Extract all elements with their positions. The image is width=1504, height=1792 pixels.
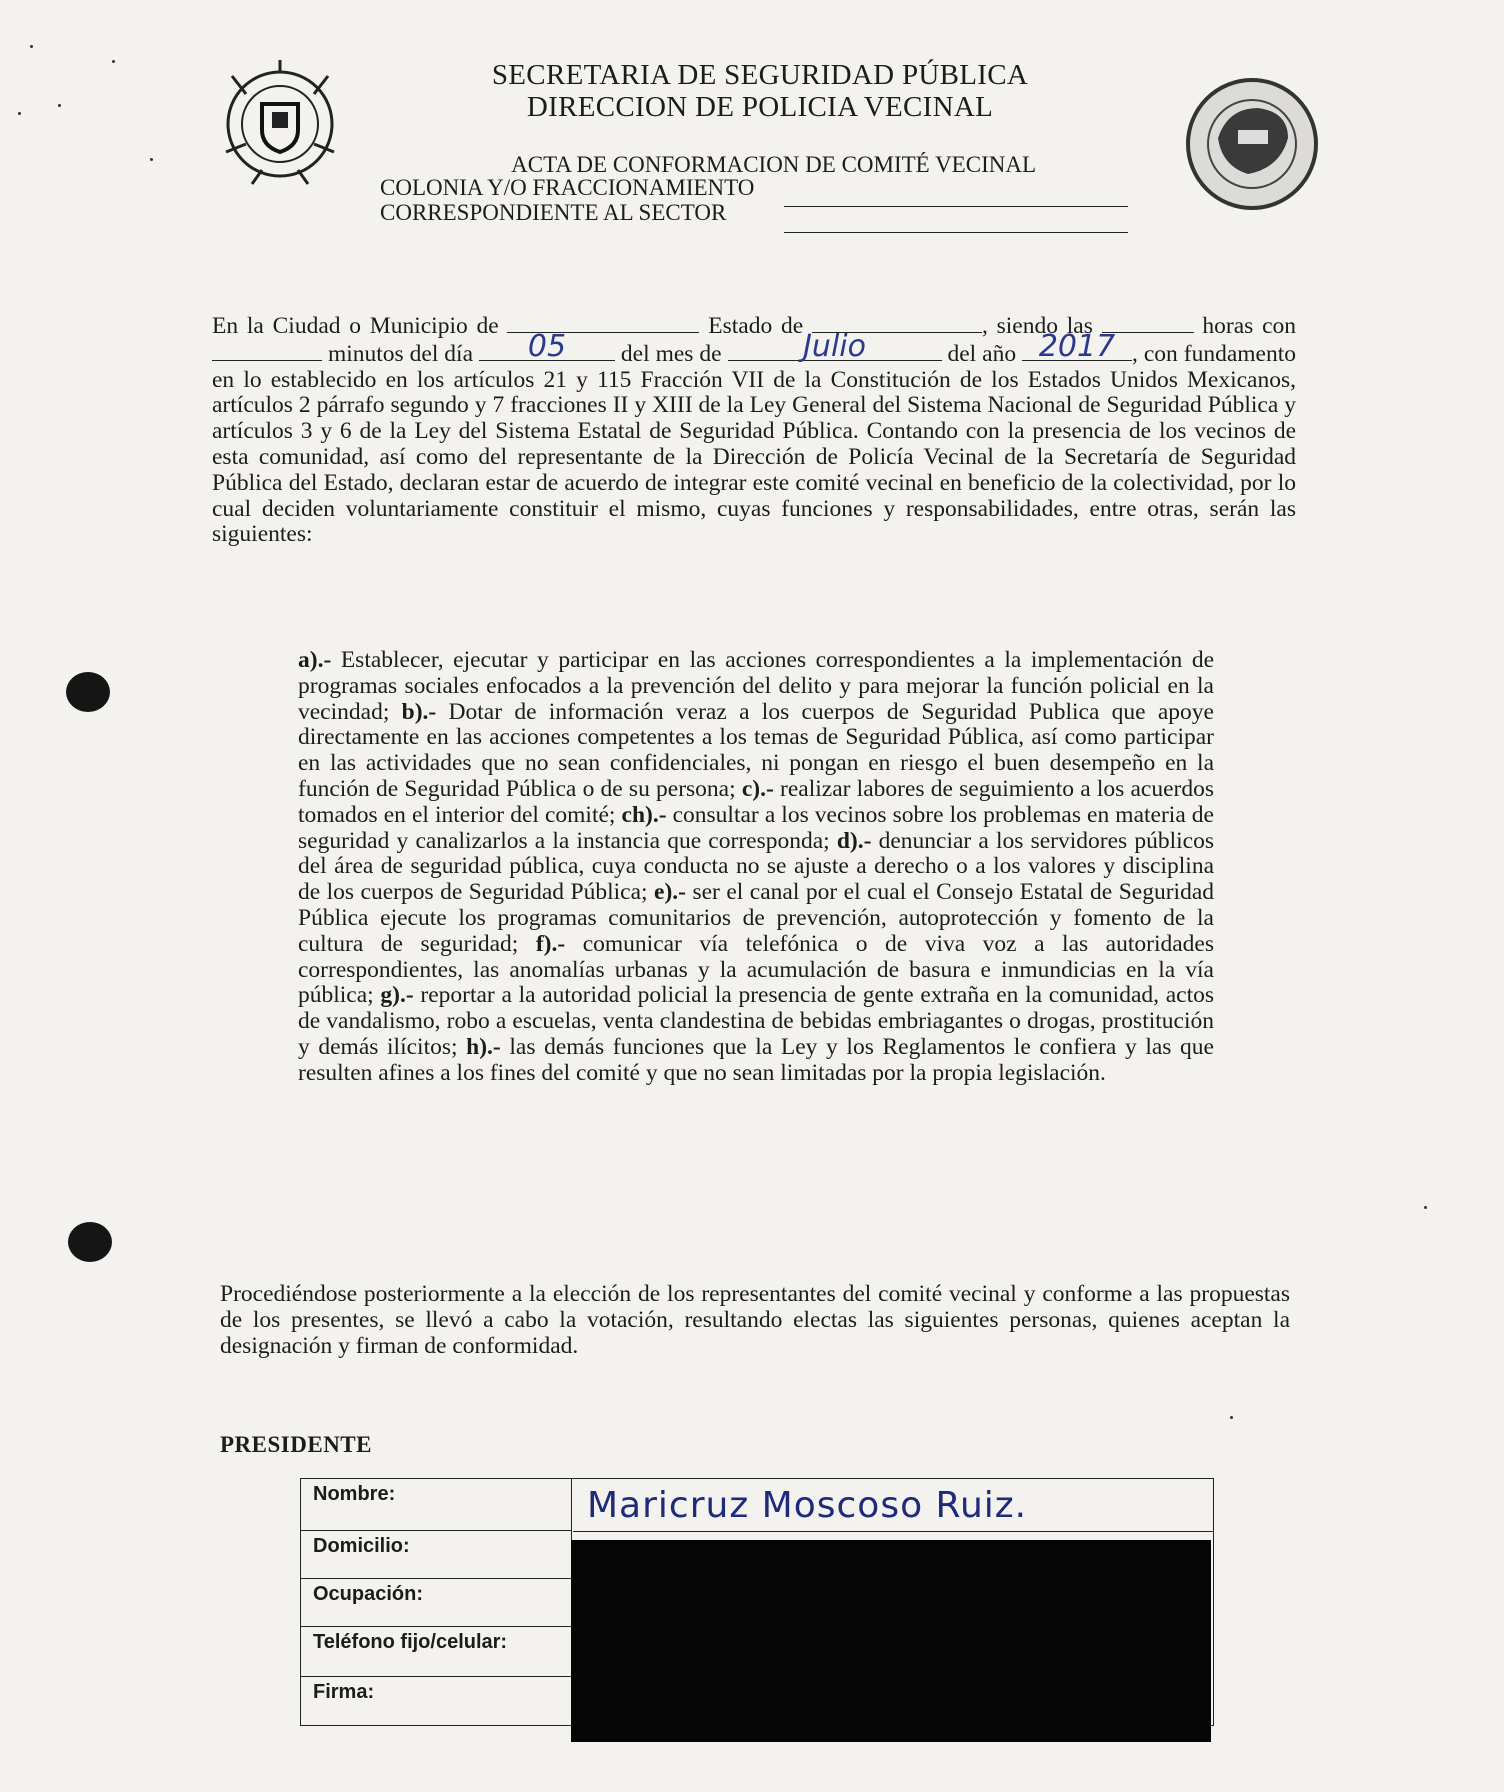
nombre-label: Nombre: (301, 1479, 571, 1531)
speck (1424, 1206, 1427, 1209)
header-secretaria: SECRETARIA DE SEGURIDAD PÚBLICA (491, 59, 1029, 91)
hora-field (1102, 312, 1194, 333)
mes-field (728, 328, 942, 364)
acta-title: ACTA DE CONFORMACION DE COMITÉ VECINAL (511, 152, 1036, 177)
dia-value: 05 (527, 328, 567, 364)
consejo-estatal-stamp (1182, 68, 1322, 218)
redaction-block (571, 1540, 1211, 1742)
telefono-label: Teléfono fijo/celular: (301, 1627, 571, 1677)
sector-field-line (784, 232, 1128, 233)
presidente-title: PRESIDENTE (220, 1432, 372, 1457)
speck (112, 60, 115, 63)
firma-label: Firma: (313, 1681, 375, 1703)
label-column (301, 1479, 572, 1725)
ocupacion-label: Ocupación: (301, 1579, 571, 1627)
speck (30, 45, 33, 48)
header-direccion: DIRECCION DE POLICIA VECINAL (526, 91, 994, 123)
intro-paragraph: En la Ciudad o Municipio de Estado de , siendo las horas con minutos del día 05 del mes de Julio del año 2017 , con fundamento en lo establecido en los artículos 21 y 115 Fracción VII de la Constitución de los Estados Unidos Mexicanos, artículos 2 párrafo segundo y 7 fracciones II y XIII de la Ley General del Sistema Nacional de Seguridad Pública y artículos 3 y 6 de la Ley del Sistema Estatal de Seguridad Pública. Contando con la presencia de los vecinos de esta comunidad, así como del representante de la Dirección de Policía Vecinal de la Secretaría de Seguridad Pública del Estado, declaran estar de acuerdo de integrar este comité vecinal en beneficio de la colectividad, por lo cual deciden voluntariamente constituir el mismo, cuyas funciones y responsabilidades, entre otras, serán las siguientes: (212, 313, 1297, 548)
nombre-cell (573, 1479, 1213, 1532)
punch-hole (68, 1222, 112, 1262)
minutos-field (212, 340, 322, 361)
sector-label: CORRESPONDIENTE AL SECTOR (380, 200, 727, 225)
police-seal-logo (212, 56, 352, 191)
functions-list: a).- Establecer, ejecutar y participar en las acciones correspondientes a la implementación de programas sociales enfocados a la prevención del delito y para mejorar la función policial en la vecindad; b).- Dotar de información veraz a los cuerpos de Seguridad Publica que apoye directamente en las acciones competentes a los temas de Seguridad Pública, así como participar en las actividades que no sean confidenciales, ni pongan en riesgo el buen desempeño en la función de Seguridad Pública o de su persona; c).- realizar labores de seguimiento a los acuerdos tomados en el interior del comité; ch).- consultar a los vecinos sobre los problemas en materia de seguridad y canalizarlos a la instancia que corresponda; d).- denunciar a los servidores públicos del área de seguridad pública, cuya conducta no se ajuste a derecho o a los valores y disciplina de los cuerpos de Seguridad Pública; e).- ser el canal por el cual el Consejo Estatal de Seguridad Pública ejecute los programas comunitarios de prevención, autoprotección y fomento de la cultura de seguridad; f).- comunicar vía telefónica o de viva voz a las autoridades correspondientes, las anomalías urbanas y la acumulación de basura e inmundicias en la vía pública; g).- reportar a la autoridad policial la presencia de gente extraña en la comunidad, actos de vandalismo, robo a escuelas, venta clandestina de bebidas embriagantes o drogas, prostitución y demás ilícitos; h).- las demás funciones que la Ley y los Reglamentos le confiera y las que resulten afines a los fines del comité y que no sean limitadas por la propia legislación. (298, 647, 1214, 1086)
domicilio-label: Domicilio: (301, 1531, 571, 1579)
dia-field (479, 328, 615, 364)
election-paragraph: Procediéndose posteriormente a la elección de los representantes del comité vecinal y conforme a las propuestas de los presentes, se llevó a cabo la votación, resultando electas las siguientes personas, quienes aceptan la designación y firman de conformidad. (220, 1281, 1290, 1359)
mes-value: Julio (803, 328, 866, 364)
speck (1230, 1416, 1233, 1419)
speck (58, 104, 61, 107)
speck (150, 158, 153, 161)
colonia-label: COLONIA Y/O FRACCIONAMIENTO (380, 175, 755, 200)
punch-hole (66, 672, 110, 712)
anio-value: 2017 (1038, 328, 1116, 364)
colonia-field-line (784, 206, 1128, 207)
speck (18, 112, 21, 115)
nombre-value: Maricruz Moscoso Ruiz. (587, 1485, 1028, 1526)
anio-field (1022, 328, 1132, 364)
